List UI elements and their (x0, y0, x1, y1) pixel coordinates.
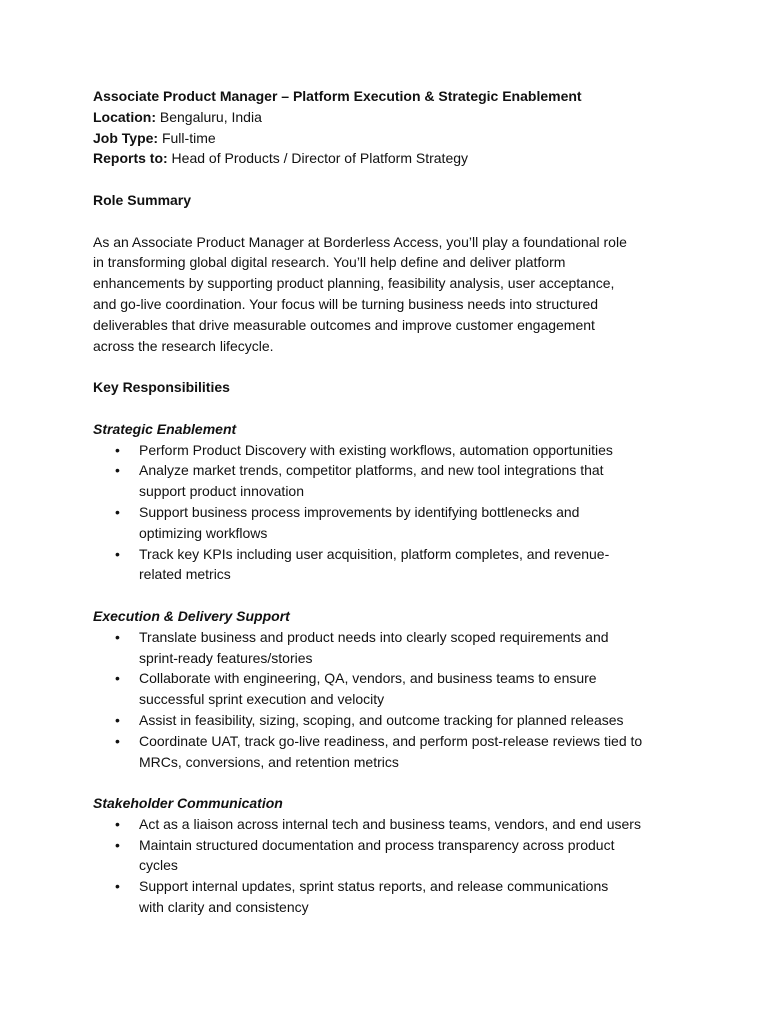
bullet-icon: • (115, 545, 120, 562)
bullet-icon: • (115, 670, 120, 687)
list-item-line: Translate business and product needs into clearly scoped requirements and (139, 628, 609, 645)
list-item-line: Maintain structured documentation and process transparency across product (139, 836, 615, 853)
responsibility-sections (93, 398, 683, 918)
list-item-line: Collaborate with engineering, QA, vendors, and business teams to ensure (139, 670, 597, 687)
bullet-icon: • (115, 732, 120, 749)
role-summary-heading: Role Summary (93, 191, 192, 208)
section-heading: Stakeholder Communication (93, 795, 283, 812)
meta-location (93, 107, 683, 128)
list-item-line: Support business process improvements by identifying bottlenecks and (139, 503, 580, 520)
meta-value: Head of Products / Director of Platform Strategy (167, 150, 469, 167)
paragraph-line: As an Associate Product Manager at Borderless Access, you’ll play a foundational role (93, 233, 627, 250)
list-item (93, 460, 683, 502)
bullet-list (93, 627, 683, 773)
key-responsibilities-heading: Key Responsibilities (93, 379, 230, 396)
paragraph-line: deliverables that drive measurable outcomes and improve customer engagement (93, 316, 595, 333)
list-item-line: optimizing workflows (139, 524, 268, 541)
list-item-line: with clarity and consistency (139, 899, 309, 916)
bullet-list (93, 440, 683, 586)
paragraph-line: across the research lifecycle. (93, 337, 274, 354)
paragraph-line: enhancements by supporting product planning, feasibility analysis, user acceptance, (93, 275, 615, 292)
section-heading: Strategic Enablement (93, 420, 237, 437)
meta-label: Location: (93, 108, 156, 125)
bullet-list (93, 814, 683, 918)
bullet-icon: • (115, 815, 120, 832)
meta-value: Bengaluru, India (156, 108, 262, 125)
list-item-line: sprint-ready features/stories (139, 649, 313, 666)
list-item-line: Analyze market trends, competitor platforms, and new tool integrations that (139, 462, 604, 479)
role-summary-paragraph (93, 232, 683, 357)
bullet-icon: • (115, 441, 120, 458)
bullet-icon: • (115, 711, 120, 728)
list-item (93, 731, 683, 773)
section-heading: Execution & Delivery Support (93, 607, 290, 624)
list-item-line: support product innovation (139, 483, 304, 500)
list-item-line: MRCs, conversions, and retention metrics (139, 753, 399, 770)
job-title: Associate Product Manager – Platform Execution & Strategic Enablement (93, 88, 582, 104)
list-item (93, 502, 683, 544)
list-item (93, 627, 683, 669)
bullet-icon: • (115, 878, 120, 895)
document-body (93, 86, 683, 918)
list-item (93, 814, 683, 835)
list-item (93, 876, 683, 918)
list-item (93, 710, 683, 731)
list-item-line: Act as a liaison across internal tech and business teams, vendors, and end users (139, 815, 641, 832)
paragraph-line: and go-live coordination. Your focus will be turning business needs into structured (93, 295, 599, 312)
list-item-line: cycles (139, 857, 178, 874)
paragraph-line: in transforming global digital research. You’ll help define and deliver platform (93, 254, 566, 271)
list-item (93, 440, 683, 461)
list-item (93, 668, 683, 710)
bullet-icon: • (115, 503, 120, 520)
bullet-icon: • (115, 462, 120, 479)
list-item-line: related metrics (139, 566, 231, 583)
list-item-line: Track key KPIs including user acquisition, platform completes, and revenue- (139, 545, 610, 562)
list-item-line: Support internal updates, sprint status reports, and release communications (139, 878, 609, 895)
list-item-line: Perform Product Discovery with existing workflows, automation opportunities (139, 441, 613, 458)
meta-value: Full-time (158, 129, 216, 146)
meta-label: Job Type: (93, 129, 159, 146)
bullet-icon: • (115, 836, 120, 853)
meta-job-type (93, 128, 683, 149)
list-item-line: Coordinate UAT, track go-live readiness, and perform post-release reviews tied to (139, 732, 643, 749)
list-item-line: Assist in feasibility, sizing, scoping, and outcome tracking for planned releases (139, 711, 624, 728)
meta-reports-to (93, 148, 683, 169)
list-item (93, 835, 683, 877)
list-item (93, 544, 683, 586)
meta-label: Reports to: (93, 150, 168, 167)
bullet-icon: • (115, 628, 120, 645)
list-item-line: successful sprint execution and velocity (139, 691, 385, 708)
